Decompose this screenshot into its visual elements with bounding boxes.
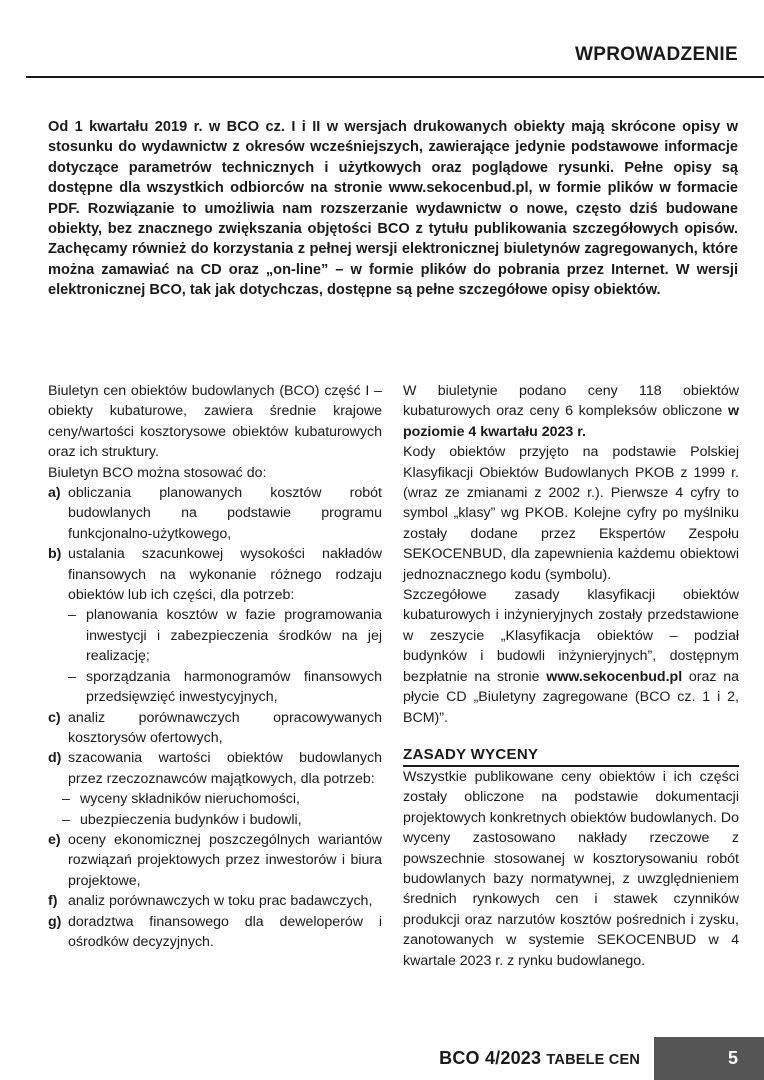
left-paragraph-2: Biuletyn BCO można stosować do: <box>48 464 267 481</box>
header-divider <box>26 76 764 78</box>
right-paragraph-3 <box>403 585 739 728</box>
paragraph-text: W biuletynie podano ceny 118 obiektów kubaturowych oraz ceny 6 kompleksów obliczone <box>403 383 739 420</box>
list-item-c <box>48 708 382 749</box>
page-number-box <box>654 1037 764 1080</box>
page-header-title: WPROWADZENIE <box>575 44 738 65</box>
list-item-g <box>48 912 382 953</box>
footer-publication <box>439 1048 640 1069</box>
list-letter: d) <box>48 750 62 767</box>
list-letter: b) <box>48 546 62 563</box>
right-column <box>403 381 739 971</box>
sub-item <box>48 789 382 809</box>
section-name: TABELE CEN <box>546 1052 640 1068</box>
list-item-text: obliczania planowanych kosztów robót budowlanych na podstawie programu funkcjonalno-użytkowego, <box>68 485 382 542</box>
left-column <box>48 381 382 952</box>
price-level-emphasis: w poziomie 4 kwartału 2023 r. <box>403 403 739 440</box>
sub-item <box>48 605 382 666</box>
section-heading: ZASADY WYCENY <box>403 745 739 767</box>
list-item-a <box>48 483 382 544</box>
list-item-text: doradztwa finansowego dla deweloperów i ośrodków decyzyjnych. <box>68 913 382 950</box>
intro-paragraph: Od 1 kwartału 2019 r. w BCO cz. I i II w wersjach drukowanych obiekty mają skrócone opisy w stosunku do wydawnictw z okresów wcześniejszych, zawierające jedynie podstawowe informacje dotyczące parametrów technicznych i użytkowych oraz poglądowe rysunki. Pełne opisy są dostępne dla wszystkich odbiorców na stronie www.sekocenbud.pl, w formie plików w formacie PDF. Rozwiązanie to umożliwia nam rozszerzanie wydawnictw o nowe, często dziś budowane obiekty, bez znacznego zwiększania objętości BCO z tytułu publikowania szczegółowych opisów. Zachęcamy również do korzystania z pełnej wersji elektronicznej biuletynów zagregowanych, które można zamawiać na CD oraz „on-line” – w formie plików do pobrania przez Internet. W wersji elektronicznej BCO, tak jak dotychczas, dostępne są pełne szczegółowe opisy obiektów. <box>48 119 738 299</box>
spacer <box>403 728 739 745</box>
paragraph-text: oraz na płycie CD „Biuletyny zagregowane (BCO cz. 1 i 2, BCM)”. <box>403 668 740 726</box>
list-letter: a) <box>48 485 61 502</box>
website-link[interactable]: www.sekocenbud.pl <box>546 668 683 685</box>
list-letter: c) <box>48 709 61 726</box>
left-paragraph-1: Biuletyn cen obiektów budowlanych (BCO) część I – obiekty kubaturowe, zawiera średnie krajowe ceny/wartości kosztorysowe obiektów kubaturowych oraz ich struktury. <box>48 383 382 461</box>
dash-bullet: – <box>68 668 76 685</box>
sub-item-text: planowania kosztów w fazie programowania inwestycji i zabezpieczenia środków na jej realizację; <box>86 607 382 665</box>
right-paragraph-4: Wszystkie publikowane ceny obiektów i ich części zostały obliczone na podstawie dokumentacji projektowych konkretnych obiektów budowlanych. Do wyceny zastosowano nakłady rzeczowe z powszechnie stosowanej w kosztorysowaniu robót budowlanych bazy normatywnej, z uwzględnieniem średnich rynkowych cen i stawek czynników produkcji oraz narzutów kosztów pośrednich i zysku, zanotowanych w systemie SEKOCENBUD w 4 kwartale 2023 r. z rynku budowlanego. <box>403 768 739 969</box>
list-item-text: oceny ekonomicznej poszczególnych wariantów rozwiązań projektowych przez inwestorów i biura projektowe, <box>68 831 382 889</box>
page-number: 5 <box>727 1048 738 1068</box>
list-item-text: ustalania szacunkowej wysokości nakładów finansowych na wykonanie różnego rodzaju obiektów lub ich części, dla potrzeb: <box>68 546 382 604</box>
list-item-b <box>48 544 382 605</box>
paragraph-text: Szczegółowe zasady klasyfikacji obiektów kubaturowych i inżynieryjnych zostały przedstawione w zeszycie „Klasyfikacja obiektów – podział budynków i budowli inżynieryjnych”, dostępnym bezpłatnie na stronie <box>403 587 739 685</box>
dash-bullet: – <box>62 791 70 808</box>
list-letter: f) <box>48 893 58 910</box>
right-paragraph-1 <box>403 381 739 442</box>
publication-name: BCO 4/2023 <box>439 1048 542 1068</box>
list-item-f <box>48 891 382 911</box>
list-letter: g) <box>48 913 62 930</box>
list-item-d <box>48 748 382 789</box>
sub-item-text: sporządzania harmonogramów finansowych przedsięwzięć inwestycyjnych, <box>86 668 382 706</box>
dash-bullet: – <box>68 607 76 624</box>
sub-item-text: ubezpieczenia budynków i budowli, <box>80 811 302 828</box>
dash-bullet: – <box>62 811 70 828</box>
list-letter: e) <box>48 831 61 848</box>
sub-item <box>48 667 382 708</box>
list-item-text: analiz porównawczych w toku prac badawczych, <box>68 893 373 910</box>
list-item-e <box>48 830 382 891</box>
sub-item <box>48 810 382 830</box>
list-item-text: analiz porównawczych opracowywanych kosztorysów ofertowych, <box>68 709 382 746</box>
sub-item-text: wyceny składników nieruchomości, <box>80 791 300 808</box>
list-item-text: szacowania wartości obiektów budowlanych przez rzeczoznawców majątkowych, dla potrzeb: <box>68 750 382 787</box>
right-paragraph-2: Kody obiektów przyjęto na podstawie Polskiej Klasyfikacji Obiektów Budowlanych PKOB z 1999 r. (wraz ze zmianami z 2002 r.). Pierwsze 4 cyfry to symbol „klasy” wg PKOB. Kolejne cyfry po myślniku zostały dodane przez Ekspertów Zespołu SEKOCENBUD, dla zapewnienia każdemu obiektowi jednoznacznego kodu (symbolu). <box>403 444 739 583</box>
